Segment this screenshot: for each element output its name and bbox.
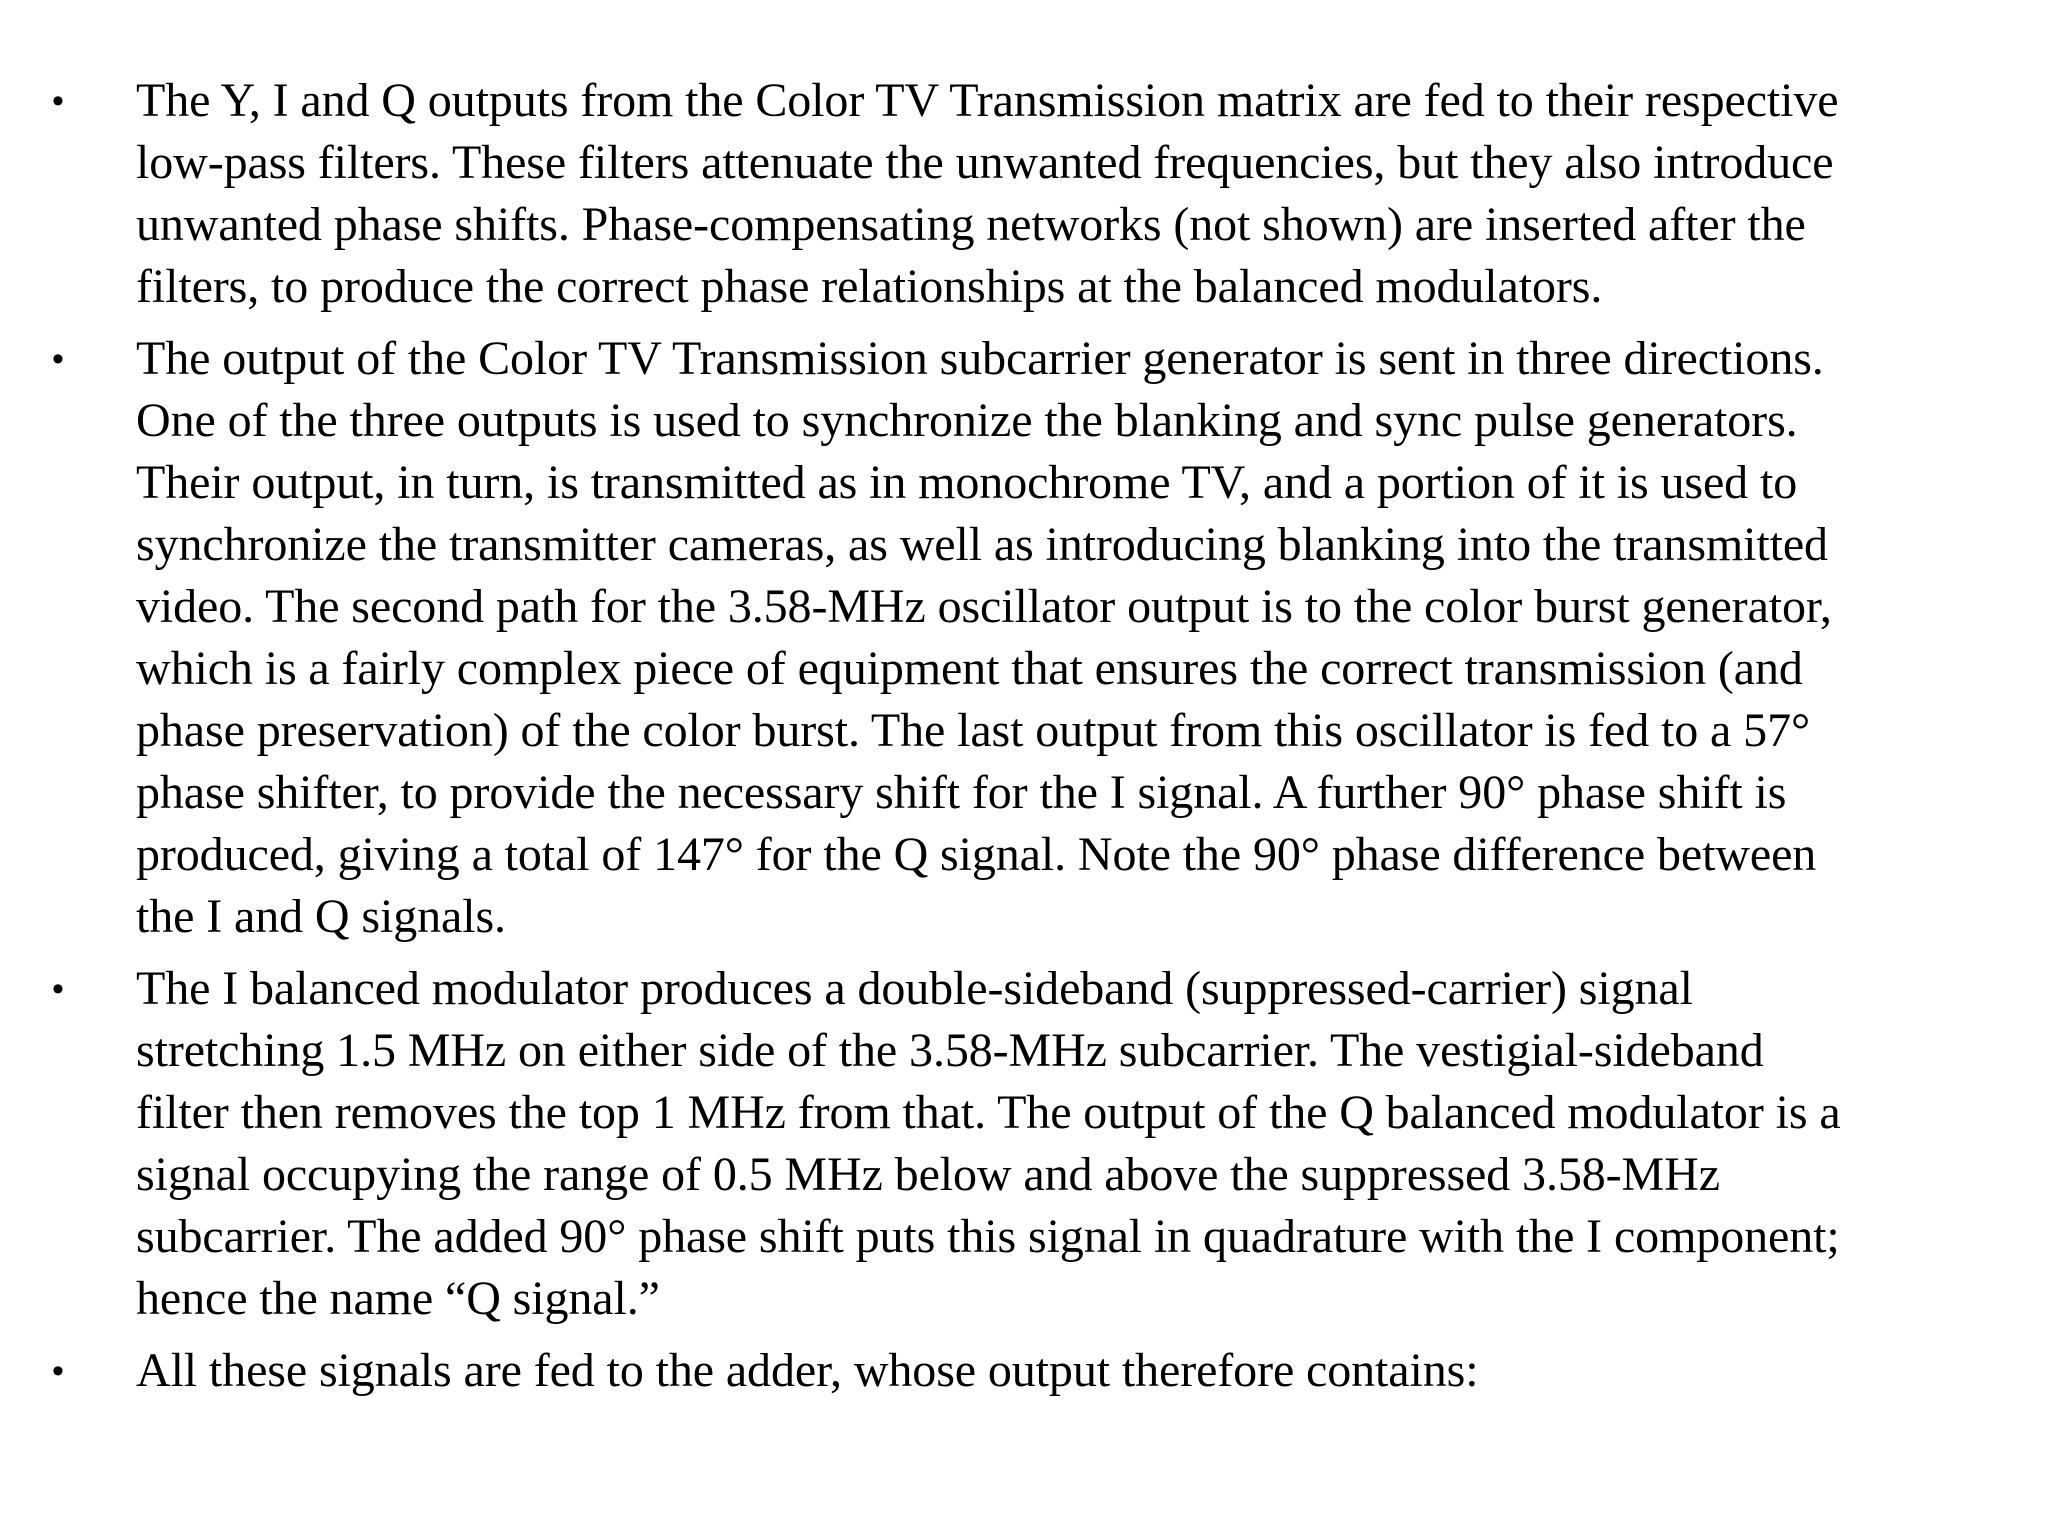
text-line: The Y, I and Q outputs from the Color TV Transmission matrix are fed to their respective — [136, 74, 1839, 127]
text-line: hence the name “Q signal.” — [136, 1272, 660, 1325]
text-line: All these signals are fed to the adder, whose output therefore contains: — [136, 1344, 1479, 1397]
text-line: subcarrier. The added 90° phase shift puts this signal in quadrature with the I component; — [136, 1210, 1840, 1263]
text-line: video. The second path for the 3.58-MHz oscillator output is to the color burst generator, — [136, 580, 1832, 633]
text-line: unwanted phase shifts. Phase-compensating networks (not shown) are inserted after the — [136, 198, 1806, 251]
text-line: One of the three outputs is used to synchronize the blanking and sync pulse generators. — [136, 394, 1798, 447]
text-line: signal occupying the range of 0.5 MHz below and above the suppressed 3.58-MHz — [136, 1148, 1720, 1201]
text-line: filter then removes the top 1 MHz from that. The output of the Q balanced modulator is a — [136, 1086, 1841, 1139]
text-line: low-pass filters. These filters attenuate the unwanted frequencies, but they also introduce — [136, 136, 1834, 189]
text-line: The I balanced modulator produces a double-sideband (suppressed-carrier) signal — [136, 962, 1693, 1015]
text-line: which is a fairly complex piece of equipment that ensures the correct transmission (and — [136, 642, 1803, 695]
bullet-text — [136, 958, 2010, 1330]
bullet-marker: • — [52, 82, 64, 120]
text-line: produced, giving a total of 147° for the Q signal. Note the 90° phase difference between — [136, 828, 1817, 881]
text-line: stretching 1.5 MHz on either side of the 3.58-MHz subcarrier. The vestigial-sideband — [136, 1024, 1764, 1077]
bullet-list — [50, 70, 2010, 1412]
text-line: Their output, in turn, is transmitted as in monochrome TV, and a portion of it is used to — [136, 456, 1798, 509]
text-line: synchronize the transmitter cameras, as well as introducing blanking into the transmitted — [136, 518, 1828, 571]
bullet-item-1 — [50, 70, 2010, 318]
bullet-marker: • — [52, 340, 64, 378]
bullet-text — [136, 328, 2010, 948]
bullet-text — [136, 70, 2010, 318]
text-line: phase shifter, to provide the necessary shift for the I signal. A further 90° phase shift is — [136, 766, 1787, 819]
text-line: The output of the Color TV Transmission subcarrier generator is sent in three directions. — [136, 332, 1824, 385]
text-line: phase preservation) of the color burst. The last output from this oscillator is fed to a 57° — [136, 704, 1811, 757]
bullet-item-4 — [50, 1340, 2010, 1402]
bullet-item-3 — [50, 958, 2010, 1330]
text-line: the I and Q signals. — [136, 890, 506, 943]
text-line: filters, to produce the correct phase relationships at the balanced modulators. — [136, 260, 1603, 313]
bullet-marker: • — [52, 1352, 64, 1390]
bullet-item-2 — [50, 328, 2010, 948]
bullet-marker: • — [52, 970, 64, 1008]
bullet-text — [136, 1340, 2010, 1402]
